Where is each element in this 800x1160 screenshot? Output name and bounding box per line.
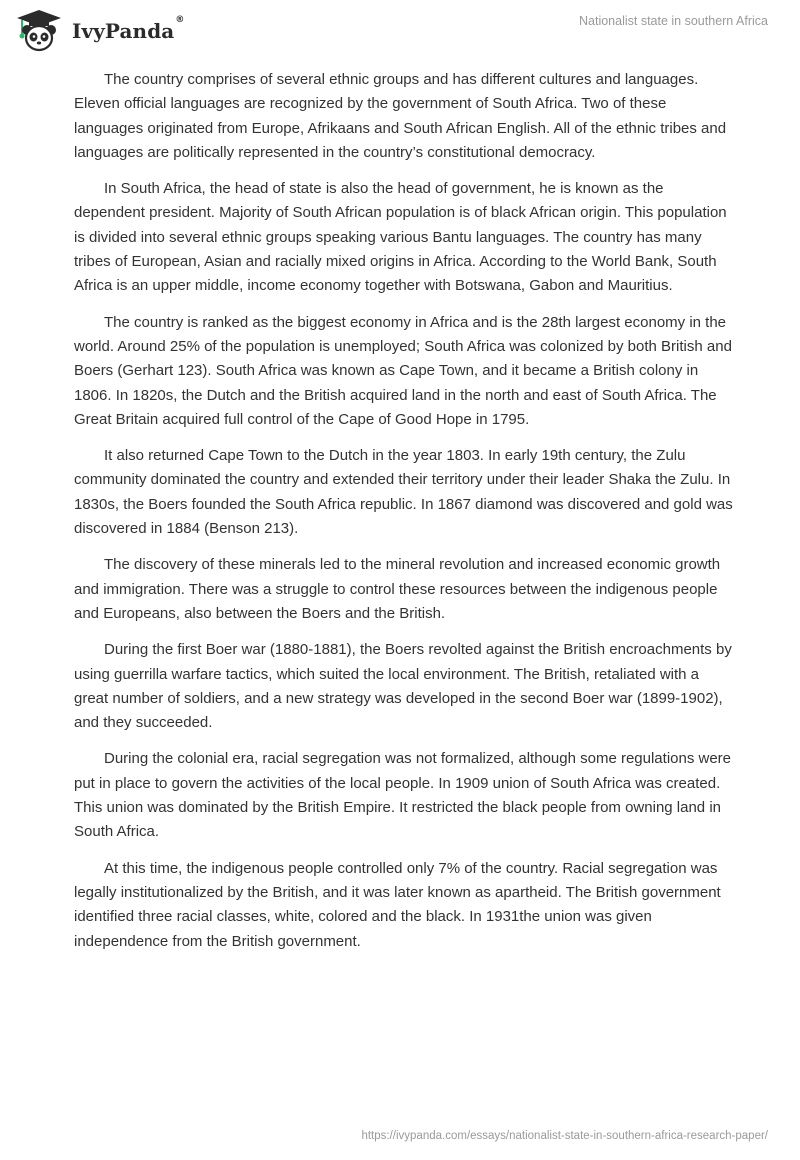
paragraph-8: At this time, the indigenous people controlled only 7% of the country. Racial segregation was legally institutionalized by the British, and it was later known as apartheid. The British government identified three racial classes, white, colored and the black. In 1931the union was given independence from the British government. bbox=[74, 859, 721, 950]
source-url-link[interactable]: https://ivypanda.com/essays/nationalist-state-in-southern-africa-research-paper/ bbox=[361, 1130, 768, 1142]
paragraph-2: In South Africa, the head of state is also the head of government, he is known as the dependent president. Majority of South African population is of black African origin. This population is divided into several ethnic groups speaking various Bantu languages. The country has many tribes of European, Asian and racially mixed origins in Africa. According to the World Bank, South Africa is an upper middle, income economy together with Botswana, Gabon and Mauritius. bbox=[74, 180, 727, 295]
registered-mark: ® bbox=[175, 15, 185, 25]
ivypanda-logo[interactable] bbox=[14, 8, 184, 52]
paragraph-3: The country is ranked as the biggest economy in Africa and is the 28th largest economy in the world. Around 25% of the population is unemployed; South Africa was colonized by both British and Boers (Gerhart 123). South Africa was known as Cape Town, and it became a British colony in 1806. In 1820s, the Dutch and the British acquired land in the north and east of South Africa. The Great Britain acquired full control of the Cape of Good Hope in 1795. bbox=[74, 313, 732, 428]
paragraph-1: The country comprises of several ethnic groups and has different cultures and languages. Eleven official languages are recognized by the government of South Africa. Two of these languages originated from Europe, Afrikaans and South African English. All of the ethnic tribes and languages are politically represented in the country’s constitutional democracy. bbox=[74, 71, 727, 161]
paragraph-4: It also returned Cape Town to the Dutch in the year 1803. In early 19th century, the Zulu community dominated the country and extended their territory under their leader Shaka the Zulu. In 1830s, the Boers founded the South Africa republic. In 1867 diamond was discovered and gold was discovered in 1884 (Benson 213). bbox=[74, 447, 733, 538]
document-title: Nationalist state in southern Africa bbox=[579, 14, 768, 28]
essay-body bbox=[74, 68, 734, 966]
brand-name: IvyPanda® bbox=[72, 15, 185, 43]
paragraph-6: During the first Boer war (1880-1881), the Boers revolted against the British encroachments by using guerrilla warfare tactics, which suited the local environment. The British, retaliated with a great number of soldiers, and a new strategy was developed in the second Boer war (1899-1902), and they succeeded. bbox=[74, 641, 732, 732]
paragraph-7: During the colonial era, racial segregation was not formalized, although some regulations were put in place to govern the activities of the local people. In 1909 union of South Africa was created. This union was dominated by the British Empire. It restricted the black people from owning land in South Africa. bbox=[74, 750, 732, 841]
page-header bbox=[0, 0, 800, 60]
panda-graduation-cap-icon bbox=[14, 8, 64, 52]
paragraph-5: The discovery of these minerals led to the mineral revolution and increased economic growth and immigration. There was a struggle to control these resources between the indigenous people and Europeans, also between the Boers and the British. bbox=[74, 556, 721, 622]
